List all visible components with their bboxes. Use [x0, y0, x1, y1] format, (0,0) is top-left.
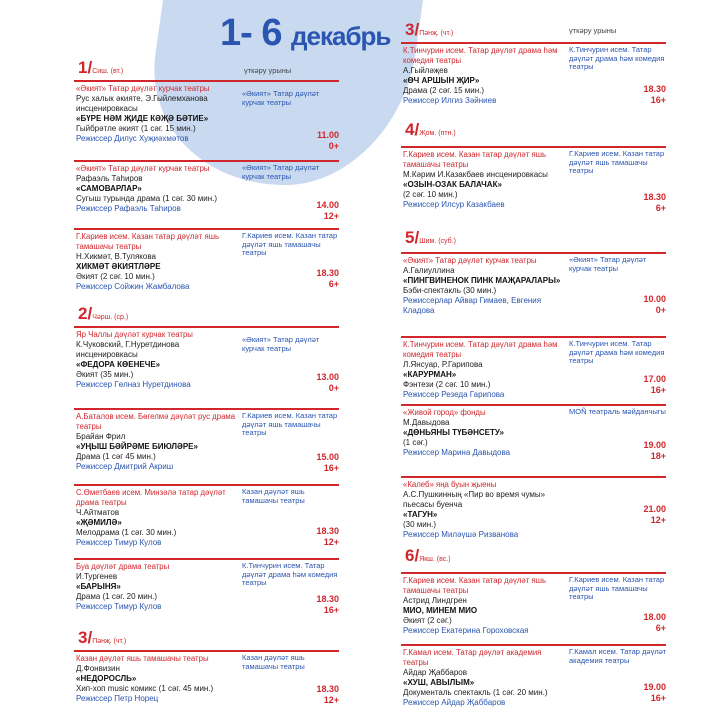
event-genre: (1 сәг.) — [403, 438, 428, 447]
event-time: 18.30 6+ — [643, 192, 666, 213]
event-org: «Әкият» Татар дәүләт курчак театры — [403, 256, 537, 265]
event-title: «ФЕДОРА КӨЕНЕЧЕ» — [76, 360, 161, 369]
event-title: МИО, МИНЕМ МИО — [403, 606, 478, 615]
event-card[interactable] — [403, 644, 668, 714]
event-org: Яр Чаллы дәүләт курчак театры — [76, 330, 193, 339]
page-title — [220, 14, 390, 52]
event-venue: Г.Кариев исем. Казан татар дәүләт яшь тамашачы театры — [242, 231, 338, 257]
event-director: Режиссер Екатерина Гороховская — [403, 626, 529, 635]
event-venue: «Әкият» Татар дәүләт курчак театры — [242, 89, 320, 107]
event-genre: Драма (1 сәг. 20 мин.) — [76, 592, 158, 601]
event-title: «БАРЫНЯ» — [76, 582, 121, 591]
event-director: Режиссер Айдар Җаббаров — [403, 698, 506, 707]
event-card[interactable] — [403, 336, 668, 400]
day-header-2: 2/Чәрш. (ср.) — [78, 304, 129, 323]
venue-caption: үткәру урыны — [244, 66, 292, 75]
event-author: Брайан Фрил — [76, 432, 126, 441]
day-header-3b: 3/Пәнҗ. (чт.) — [405, 20, 454, 39]
venue-caption: үткәру урыны — [569, 26, 617, 35]
event-genre: Әкият (35 мин.) — [76, 370, 134, 379]
event-venue: К.Тинчурин исем. Татар дәүләт драма һәм комедия театры — [242, 561, 338, 587]
event-org: «Әкият» Татар дәүләт курчак театры — [76, 164, 210, 173]
event-org: Г.Камал исем. Татар дәүләт академия театры — [403, 648, 542, 667]
event-time: 19.00 18+ — [643, 440, 666, 461]
event-org: «Калеб» яңа буын җыены — [403, 480, 497, 489]
event-director: Режиссер Тимур Кулов — [76, 538, 162, 547]
event-author: Л.Янсуар, Р.Гарипова — [403, 360, 483, 369]
title-month: декабрь — [291, 21, 391, 51]
event-title: «ХУШ, АВЫЛЫМ» — [403, 678, 475, 687]
event-title: «САМОВАРЛАР» — [76, 184, 142, 193]
event-org: «Живой город» фонды — [403, 408, 486, 417]
event-card[interactable] — [76, 558, 341, 618]
event-org: «Әкият» Татар дәүләт курчак театры — [76, 84, 210, 93]
event-author: К.Чуковский, Г.Нуретдинова инсценировкасы — [76, 340, 180, 359]
event-genre: Мелодрама (1 сәг. 30 мин.) — [76, 528, 177, 537]
event-genre: Әкият (2 сәг.) — [403, 616, 452, 625]
event-author: Ч.Айтматов — [76, 508, 120, 517]
event-title: «ТАГУН» — [403, 510, 438, 519]
event-genre: Драма (1 сәг 45 мин.) — [76, 452, 156, 461]
event-venue: Г.Кариев исем. Казан татар дәүләт яшь тамашачы театры — [242, 411, 338, 437]
event-venue: «Әкият» Татар дәүләт курчак театры — [242, 335, 320, 353]
event-org: Казан дәүләт яшь тамашачы театры — [76, 654, 209, 663]
day-header-3: 3/Пәнҗ. (чт.) — [78, 628, 127, 647]
event-card[interactable] — [403, 572, 668, 638]
event-title: «КАРУРМАН» — [403, 370, 457, 379]
event-time: 18.30 16+ — [643, 84, 666, 105]
event-genre: (30 мин.) — [403, 520, 437, 529]
event-venue: Г.Кариев исем. Казан татар дәүләт яшь тамашачы театры — [569, 149, 665, 175]
event-card[interactable] — [403, 252, 668, 332]
event-genre: Бэби-спектакль (30 мин.) — [403, 286, 497, 295]
event-venue: Г.Камал исем. Татар дәүләт академия театры — [569, 647, 667, 665]
event-venue: К.Тинчурин исем. Татар дәүләт драма һәм комедия театры — [569, 339, 665, 365]
event-director: Режиссер Рафаэль Таһиров — [76, 204, 181, 213]
event-time: 11.00 0+ — [316, 130, 339, 151]
event-director: Режиссер Илсур Казакбаев — [403, 200, 505, 209]
event-org: А.Баталов исем. Бөгелмә дәүләт рус драма театры — [76, 412, 236, 431]
event-director: Режиссер Марина Давыдова — [403, 448, 511, 457]
event-org: Г.Кариев исем. Казан татар дәүләт яшь тамашачы театры — [403, 576, 547, 595]
event-title: «ДӨНЬЯНЫ ТҮБӘНСЕТУ» — [403, 428, 504, 437]
event-card[interactable] — [76, 408, 341, 474]
event-time: 14.00 12+ — [316, 200, 339, 221]
event-card[interactable] — [76, 326, 341, 394]
event-time: 19.00 16+ — [643, 682, 666, 703]
event-author: Айдар Җаббаров — [403, 668, 468, 677]
event-time: 15.00 16+ — [316, 452, 339, 473]
event-org: К.Тинчурин исем. Татар дәүләт драма һәм комедия театры — [403, 340, 558, 359]
event-director: Режиссер Гөлназ Нуретдинова — [76, 380, 191, 389]
day-header-4: 4/Җом. (птн.) — [405, 120, 456, 139]
event-author: А.Гыйләҗев — [403, 66, 448, 75]
event-card[interactable] — [76, 80, 341, 152]
event-director: Режиссер Резеда Гарипова — [403, 390, 505, 399]
event-genre: Документаль спектакль (1 сәг. 20 мин.) — [403, 688, 548, 697]
day-header-6: 6/Якш. (вс.) — [405, 546, 451, 565]
event-org: Буа дәүләт драма театры — [76, 562, 170, 571]
event-director: Режиссер Илгиз Зәйниев — [403, 96, 497, 105]
event-time: 13.00 0+ — [316, 372, 339, 393]
event-author: М.Кәрим И.Казакбаев инсценировкасы — [403, 170, 548, 179]
event-genre: Сугыш турында драма (1 сәг. 30 мин.) — [76, 194, 218, 203]
event-time: 21.00 12+ — [643, 504, 666, 525]
event-venue: MOÑ театраль мәйданчыгы — [569, 407, 666, 416]
event-time: 18.00 6+ — [643, 612, 666, 633]
event-director: Режиссер Сойжин Жамбалова — [76, 282, 190, 291]
event-card[interactable] — [76, 650, 341, 712]
event-time: 18.30 12+ — [316, 684, 339, 705]
event-card[interactable] — [403, 42, 668, 112]
event-card[interactable] — [403, 404, 668, 470]
event-venue: «Әкият» Татар дәүләт курчак театры — [569, 255, 647, 273]
event-org: Г.Кариев исем. Казан татар дәүләт яшь тамашачы театры — [76, 232, 220, 251]
event-title: ХИКМӘТ ӘКИЯТЛӘРЕ — [76, 262, 161, 271]
event-director: Режиссер Миләүшә Ризванова — [403, 530, 519, 539]
event-venue: Казан дәүләт яшь тамашачы театры — [242, 653, 305, 671]
event-venue: К.Тинчурин исем. Татар дәүләт драма һәм комедия театры — [569, 45, 665, 71]
day-header-5: 5/Шим. (суб.) — [405, 228, 456, 247]
event-title: «УҢЫШ БӘЙРӘМЕ БИЮЛӘРЕ» — [76, 442, 198, 451]
event-author: Рус халык әкияте, Э.Гыйлемханова инсценировкасы — [76, 94, 208, 113]
event-genre: Фэнтези (2 сәг. 10 мин.) — [403, 380, 491, 389]
event-title: «БҮРЕ HӘМ ҖИДЕ КӘҖӘ БӘТИЕ» — [76, 114, 209, 123]
title-days: 1- 6 — [220, 12, 282, 54]
event-author: Д.Фонвизин — [76, 664, 120, 673]
event-org: К.Тинчурин исем. Татар дәүләт драма һәм комедия театры — [403, 46, 558, 65]
event-time: 18.30 16+ — [316, 594, 339, 615]
event-genre: Гыйбрәтле әкият (1 сәг. 15 мин.) — [76, 124, 196, 133]
event-time: 17.00 16+ — [643, 374, 666, 395]
event-director: Режиссер Дмитрий Акриш — [76, 462, 174, 471]
event-venue: Г.Кариев исем. Казан татар дәүләт яшь тамашачы театры — [569, 575, 665, 601]
event-card[interactable] — [403, 476, 668, 542]
event-director: Режиссер Петр Норец — [76, 694, 159, 703]
event-title: «ОЗЫН-ОЗАК БАЛАЧАК» — [403, 180, 502, 189]
event-director: Режиссер Дилус Хуҗиәхмәтов — [76, 134, 189, 143]
event-title: «ӨЧ АРШЫН ҖИР» — [403, 76, 480, 85]
event-org: Г.Кариев исем. Казан татар дәүләт яшь тамашачы театры — [403, 150, 547, 169]
event-time: 18.30 6+ — [316, 268, 339, 289]
event-author: Астрид Линдгрен — [403, 596, 467, 605]
event-genre: Хип-хоп music комикс (1 сәг. 45 мин.) — [76, 684, 214, 693]
event-author: М.Давыдова — [403, 418, 450, 427]
event-director: Режиссерлар Айвар Гимаев, Евгения Кладова — [403, 296, 542, 315]
event-card[interactable] — [76, 228, 341, 294]
event-card[interactable] — [76, 484, 341, 550]
event-title: «НЕДОРОСЛЬ» — [76, 674, 137, 683]
event-genre: (2 сәг. 10 мин.) — [403, 190, 458, 199]
event-author: Рафаэль Таһиров — [76, 174, 143, 183]
event-title: «ПИНГВИНЕНОК ПИНК МАҖАРАЛАРЫ» — [403, 276, 561, 285]
event-time: 18.30 12+ — [316, 526, 339, 547]
event-genre: Драма (2 сәг. 15 мин.) — [403, 86, 485, 95]
event-author: И.Тургенев — [76, 572, 118, 581]
event-org: С.Өметбаев исем. Минзәлә татар дәүләт драма театры — [76, 488, 226, 507]
event-author: А.С.Пушкинның «Пир во время чумы» пьесасы буенча — [403, 490, 546, 509]
event-time: 10.00 0+ — [643, 294, 666, 315]
event-venue: «Әкият» Татар дәүләт курчак театры — [242, 163, 320, 181]
event-author: А.Галиуллина — [403, 266, 455, 275]
event-genre: Әкият (2 сәг. 10 мин.) — [76, 272, 155, 281]
event-card[interactable] — [76, 160, 341, 222]
event-card[interactable] — [403, 146, 668, 222]
day-header-1: 1/Сиш. (вт.) — [78, 58, 124, 77]
event-title: «ҖӘМИЛӘ» — [76, 518, 122, 527]
event-author: Н.Хикмәт, В.Тулякова — [76, 252, 156, 261]
event-director: Режиссер Тимур Кулов — [76, 602, 162, 611]
event-venue: Казан дәүләт яшь тамашачы театры — [242, 487, 305, 505]
